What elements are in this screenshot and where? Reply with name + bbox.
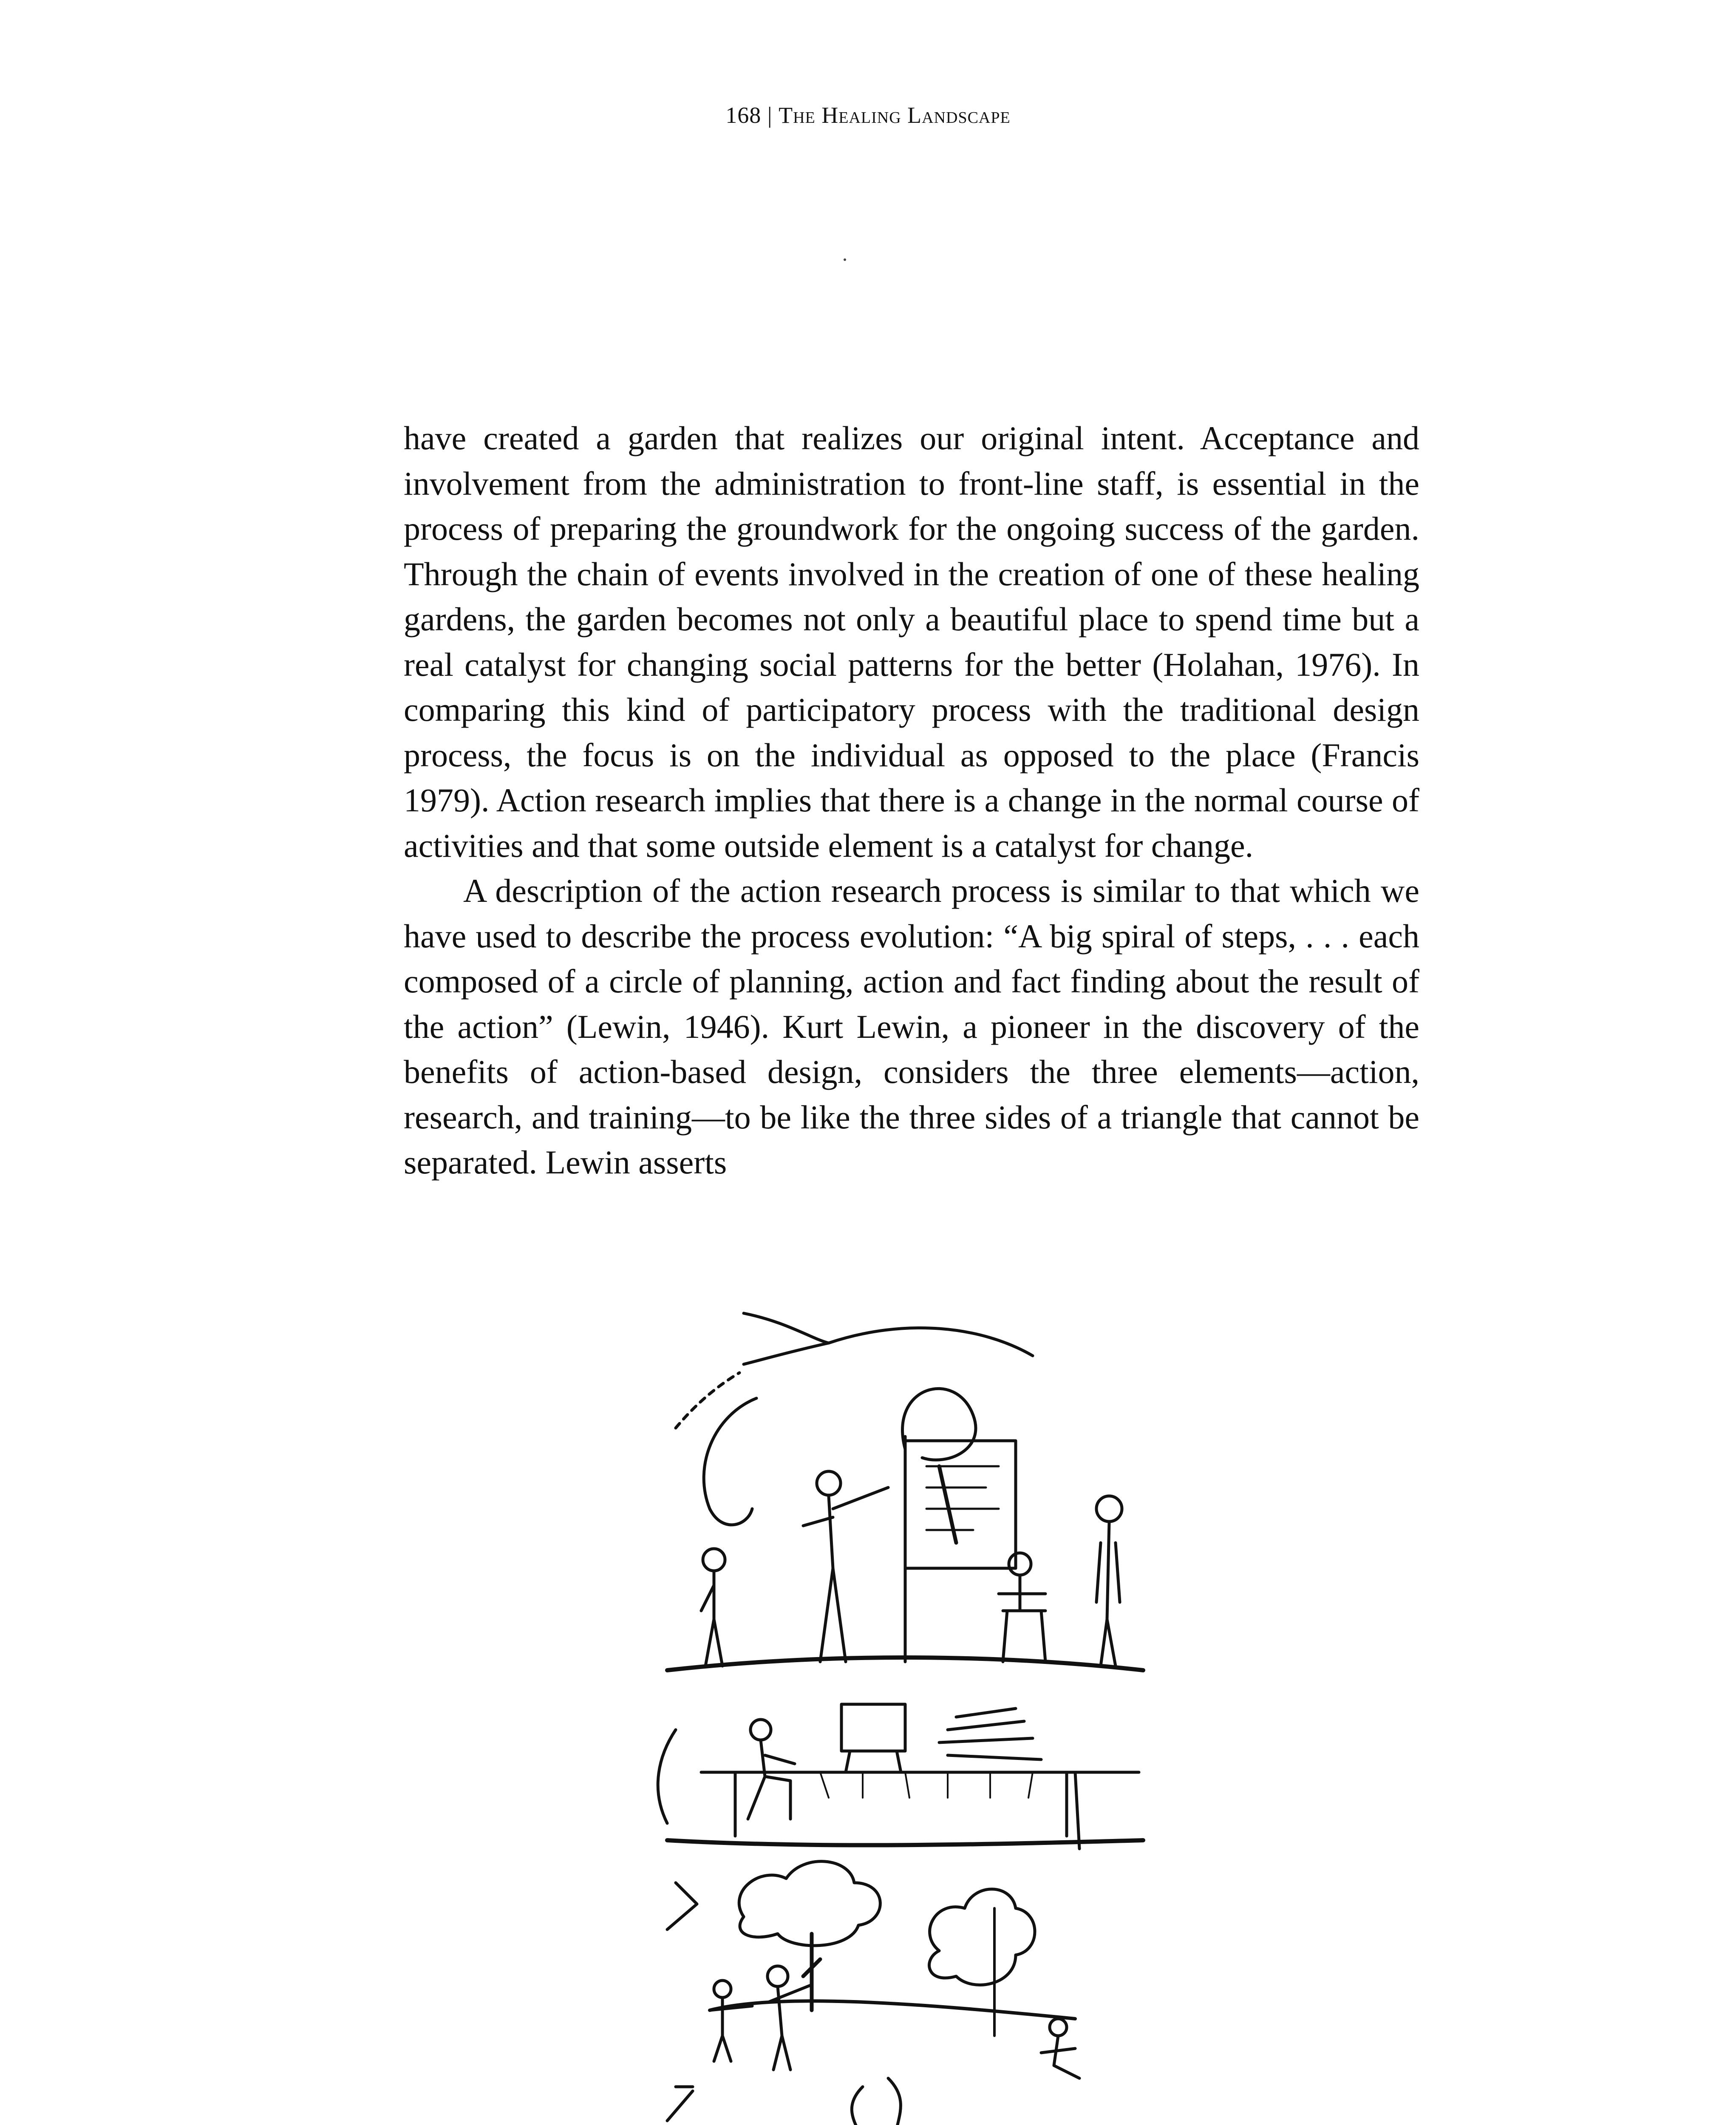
action-research-sketch: [650, 1288, 1169, 2125]
spiral-arc-top: [829, 1328, 1033, 1356]
paragraph-2: A description of the action research process is similar to that which we have used to describe the process evolution: “A big spiral of steps, . . . each composed of a circle of planning, action and fact finding about the result of the action” (Lewin, 1946). Kurt Lewin, a pioneer in the discovery of the benefits of action-based design, considers the three elements—action, research, and training—to be like the three sides of a triangle that cannot be separated. Lewin asserts: [404, 872, 1419, 1181]
spiral-arrow-top: [744, 1313, 829, 1364]
stray-mark: [844, 258, 846, 261]
sketch-illustration: [650, 1288, 1169, 2125]
running-head: [0, 102, 1736, 128]
body-text: [404, 416, 1419, 1185]
spiral-loop: [903, 1388, 976, 1460]
spiral-left-curve: [704, 1398, 756, 1525]
scene-office: [658, 1704, 1143, 1849]
page-number: 168: [725, 102, 762, 128]
spiral-dashed-arc: [676, 1373, 739, 1428]
paragraph-1: have created a garden that realizes our original intent. Acceptance and involvement from the administration to front-line staff, is essential in the process of preparing the groundwork for the ongoing success of the garden. Through the chain of events involved in the creation of one of these healing gardens, the garden becomes not only a beautiful place to spend time but a real catalyst for changing social patterns for the better (Holahan, 1976). In comparing this kind of participatory process with the traditional design process, the focus is on the individual as opposed to the place (Francis 1979). Action research implies that there is a change in the normal course of activities and that some outside element is a catalyst for change.: [404, 419, 1419, 864]
header-separator: |: [767, 102, 773, 128]
scene-presentation: [667, 1436, 1143, 1670]
scene-garden: [667, 1862, 1079, 2121]
book-title: The Healing Landscape: [779, 102, 1011, 128]
scene-planting: [710, 2078, 1109, 2125]
